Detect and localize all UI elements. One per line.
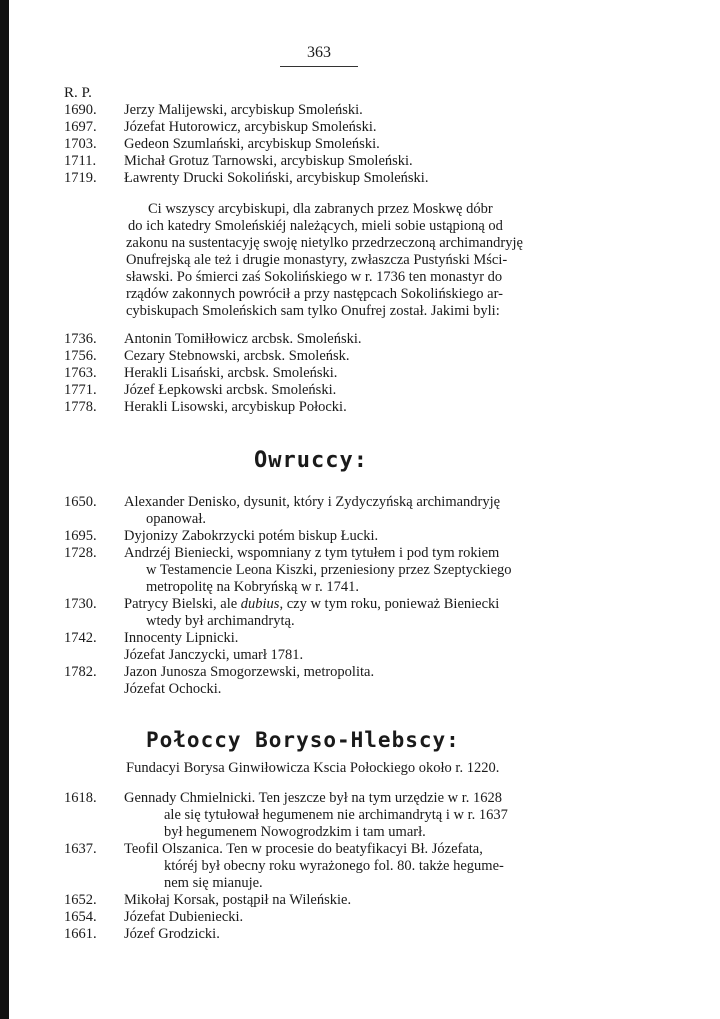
scan-left-border — [0, 0, 9, 1019]
list-item: 1690. Jerzy Malijewski, arcybiskup Smoleński. — [64, 102, 363, 118]
list-item-continuation: któréj był obecny roku wyrażonego fol. 80. także hegume- — [164, 858, 504, 874]
list-item-continuation: opanował. — [146, 511, 206, 527]
paragraph-line: rządów zakonnych powrócił a przy następcach Sokolińskiego ar- — [126, 286, 503, 302]
list-item-continuation: Józefat Ochocki. — [124, 681, 222, 697]
paragraph-line: Onufrejską ale też i drugie monastyry, zwłaszcza Pustyński Mści- — [126, 252, 508, 268]
list-item: 1618. Gennady Chmielnicki. Ten jeszcze był na tym urzędzie w r. 1628 — [64, 790, 503, 806]
list-item: 1661. Józef Grodzicki. — [64, 926, 220, 942]
list-item-continuation: nem się mianuje. — [164, 875, 263, 891]
list-item: 1728. Andrzéj Bieniecki, wspomniany z tym tytułem i pod tym rokiem — [64, 545, 500, 561]
section-heading-owruccy: Owruccy: — [254, 448, 368, 473]
list-item-continuation: był hegumenem Nowogrodzkim i tam umarł. — [164, 824, 426, 840]
page-number-rule — [280, 66, 358, 67]
list-item: 1719. Ławrenty Drucki Sokoliński, arcybiskup Smoleński. — [64, 170, 429, 186]
section-heading-polocki: Połoccy Boryso-Hlebscy: — [146, 728, 460, 752]
list-item: 1756. Cezary Stebnowski, arcbsk. Smoleńsk. — [64, 348, 350, 364]
list-item: 1652. Mikołaj Korsak, postąpił na Wileńskie. — [64, 892, 352, 908]
list-item-continuation: w Testamencie Leona Kiszki, przeniesiony przez Szeptyckiego — [146, 562, 512, 578]
list-item: 1697. Józefat Hutorowicz, arcybiskup Smoleński. — [64, 119, 377, 135]
list-item: 1654. Józefat Dubieniecki. — [64, 909, 244, 925]
list-item: 1778. Herakli Lisowski, arcybiskup Połocki. — [64, 399, 347, 415]
paragraph-line: cybiskupach Smoleńskich sam tylko Onufrej został. Jakimi byli: — [126, 303, 500, 319]
list-item: 1736. Antonin Tomiłłowicz arcbsk. Smoleński. — [64, 331, 362, 347]
list-item: 1771. Józef Łepkowski arcbsk. Smoleński. — [64, 382, 337, 398]
page-number: 363 — [307, 44, 331, 61]
paragraph-line: zakonu na sustentacyję swoję nietylko przedrzeczoną archimandryję — [126, 235, 523, 251]
list-item: 1695. Dyjonizy Zabokrzycki potém biskup Łucki. — [64, 528, 379, 544]
list-item-continuation: wtedy był archimandrytą. — [146, 613, 295, 629]
list-item: 1703. Gedeon Szumlański, arcybiskup Smoleński. — [64, 136, 380, 152]
list-item-continuation: ale się tytułował hegumenem nie archimandrytą i w r. 1637 — [164, 807, 508, 823]
list-item: 1782. Jazon Junosza Smogorzewski, metropolita. — [64, 664, 375, 680]
paragraph-line: do ich katedry Smoleńskiéj należących, mieli sobie ustąpioną od — [128, 218, 503, 234]
paragraph-line: Ci wszyscy arcybiskupi, dla zabranych przez Moskwę dóbr — [148, 201, 493, 217]
section-label: R. P. — [64, 85, 92, 101]
list-item: 1730. Patrycy Bielski, ale dubius, czy w tym roku, ponieważ Bieniecki — [64, 596, 500, 612]
list-item-continuation: Józefat Janczycki, umarł 1781. — [124, 647, 304, 663]
list-item: 1711. Michał Grotuz Tarnowski, arcybiskup Smoleński. — [64, 153, 413, 169]
list-item-continuation: metropolitę na Kobryńską w r. 1741. — [146, 579, 360, 595]
list-item: 1650. Alexander Denisko, dysunit, który i Zydyczyńską archimandryję — [64, 494, 501, 510]
list-item: 1742. Innocenty Lipnicki. — [64, 630, 239, 646]
section-subtitle: Fundacyi Borysa Ginwiłowicza Kscia Połockiego około r. 1220. — [126, 760, 500, 776]
list-item: 1637. Teofil Olszanica. Ten w procesie do beatyfikacyi Bł. Józefata, — [64, 841, 483, 857]
list-item: 1763. Herakli Lisański, arcbsk. Smoleński. — [64, 365, 338, 381]
paragraph-line: sławski. Po śmierci zaś Sokolińskiego w r. 1736 ten monastyr do — [126, 269, 503, 285]
